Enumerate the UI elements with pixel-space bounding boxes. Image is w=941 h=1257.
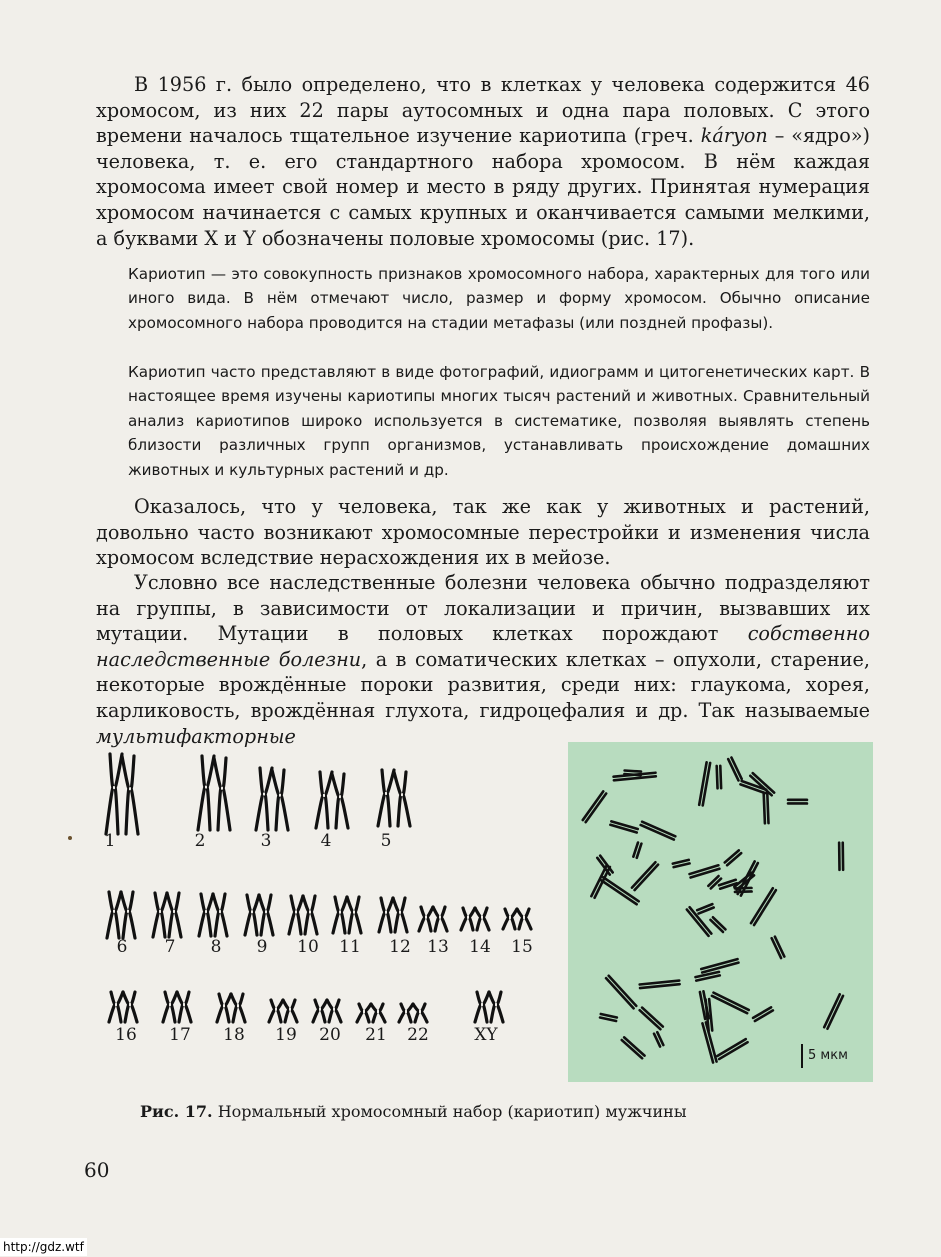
chromosome-label-9: 9: [256, 937, 268, 957]
chromosome: [327, 1000, 341, 1022]
chromosome: [461, 908, 475, 930]
metaphase-chromosome: [701, 959, 738, 972]
metaphase-chromosome: [699, 762, 710, 805]
chromosome: [109, 992, 123, 1022]
metaphase-chromosomes: [568, 742, 873, 1082]
metaphase-chromosome: [725, 850, 741, 865]
chromosome: [107, 892, 121, 938]
chromosome: [379, 898, 393, 932]
caption-number: Рис. 17.: [140, 1102, 213, 1121]
print-speck: [68, 836, 72, 840]
chromosome: [303, 896, 317, 934]
metaphase-chromosome: [717, 766, 721, 789]
chromosome: [378, 770, 394, 826]
paragraph-karyotype-history: [96, 72, 870, 251]
metaphase-chromosome: [788, 800, 807, 804]
scale-bar-label: 5 мкм: [808, 1048, 848, 1063]
paragraph-rearrangements: Оказалось, что у человека, так же как у животных и растений, довольно часто возникают хромосомные перестройки и изменения числа хромосом вследствие нерасхождения их в мейозе.: [96, 495, 870, 570]
chromosome-label-8: 8: [210, 937, 222, 957]
metaphase-chromosome: [687, 907, 711, 936]
paragraph-hereditary-diseases: [96, 570, 870, 749]
metaphase-chromosome: [622, 1037, 645, 1058]
paragraph-text: , а в соматических клетках – опухоли, старение, некоторые врождённые пороки развития, среди них: глаукома, хорея, карликовость, врождённая глухота, гидроцефалия и др. Так называемые: [96, 647, 870, 722]
chromosome: [393, 898, 407, 932]
chromosome-label-22: 22: [407, 1025, 429, 1045]
chromosome: [213, 894, 227, 936]
metaphase-chromosome: [610, 821, 637, 832]
chromosome: [269, 1000, 283, 1022]
chromosome-label-xy: XY: [474, 1025, 498, 1045]
metaphase-chromosome: [839, 843, 843, 870]
chromosome-label-10: 10: [297, 937, 319, 957]
metaphase-chromosome: [690, 865, 720, 877]
chromosome-label-13: 13: [427, 937, 449, 957]
chromosome: [503, 909, 517, 929]
metaphase-micrograph: [568, 742, 873, 1082]
metaphase-chromosome: [597, 856, 612, 875]
chromosome: [256, 768, 272, 830]
metaphase-chromosome: [695, 972, 719, 981]
chromosome-label-21: 21: [365, 1025, 387, 1045]
chromosome-label-16: 16: [115, 1025, 137, 1045]
metaphase-chromosome: [708, 876, 721, 888]
chromosome-label-4: 4: [320, 831, 332, 851]
term-karyon: káryon: [700, 124, 768, 148]
chromosome: [394, 772, 410, 826]
metaphase-chromosome: [633, 843, 641, 858]
metaphase-chromosome: [632, 862, 658, 890]
watermark-link[interactable]: http://gdz.wtf: [0, 1238, 87, 1256]
page-number: 60: [84, 1158, 110, 1182]
chromosome: [283, 1000, 297, 1022]
chromosome-label-20: 20: [319, 1025, 341, 1045]
chromosome-label-1: 1: [104, 831, 116, 851]
chromosome-label-18: 18: [223, 1025, 245, 1045]
metaphase-chromosome: [624, 771, 641, 776]
metaphase-chromosome: [583, 791, 606, 822]
chromosome: [123, 992, 137, 1022]
chromosome: [433, 907, 447, 931]
chromosome-label-12: 12: [389, 937, 411, 957]
chromosome: [177, 992, 191, 1022]
chromosome: [289, 896, 303, 934]
chromosome: [333, 897, 347, 933]
chromosome: [122, 756, 138, 834]
chromosome: [245, 895, 259, 935]
metaphase-chromosome: [673, 860, 690, 867]
chromosome: [259, 895, 273, 935]
chromosome: [272, 770, 288, 830]
metaphase-chromosome: [824, 994, 843, 1028]
chromosome: [198, 756, 214, 830]
chromosome: [357, 1004, 371, 1022]
chromosome: [517, 909, 531, 929]
chromosome: [231, 994, 245, 1022]
metaphase-chromosome: [717, 1039, 747, 1059]
term-hereditary-diseases: собственно наследственные болезни: [96, 622, 870, 671]
chromosome: [167, 893, 181, 937]
chromosome-label-5: 5: [380, 831, 392, 851]
chromosome: [316, 772, 332, 828]
paragraph-text: Условно все наследственные болезни человека обычно подразделяют на группы, в зависимости от локализации и причин, вызвавших их мутации. Мутации в половых клетках порождают: [96, 571, 870, 646]
chromosome: [199, 894, 213, 936]
metaphase-chromosome: [601, 877, 638, 904]
chromosome-label-14: 14: [469, 937, 491, 957]
definition-karyotype: Кариотип — это совокупность признаков хромосомного набора, характерных для того или иного вида. В нём отмечают число, размер и форму хромосом. Обычно описание хромосомного набора проводится на стадии метафазы (или поздней профазы).: [128, 265, 870, 332]
metaphase-chromosome: [753, 1007, 773, 1021]
chromosome-label-11: 11: [339, 937, 361, 957]
metaphase-chromosome: [728, 758, 742, 781]
chromosome: [489, 992, 503, 1022]
chromosome: [413, 1004, 427, 1022]
chromosome: [399, 1004, 413, 1022]
metaphase-chromosome: [712, 993, 749, 1014]
metaphase-chromosome: [600, 1014, 617, 1021]
metaphase-chromosome: [751, 888, 776, 925]
chromosome: [347, 897, 361, 933]
chromosome-label-17: 17: [169, 1025, 191, 1045]
chromosome: [153, 893, 167, 937]
metaphase-chromosome: [710, 917, 725, 932]
metaphase-chromosome: [654, 1032, 663, 1046]
metaphase-chromosome: [697, 904, 714, 913]
definition-karyotype-analysis: Кариотип часто представляют в виде фотографий, идиограмм и цитогенетических карт. В настоящее время изучены кариотипы многих тысяч растений и животных. Сравнительный анализ кариотипов широко используется в систематике, позволяя выявлять степень близости различных групп организмов, устанавливать происхождение домашних животных и культурных растений и др.: [128, 363, 870, 479]
metaphase-chromosome: [772, 937, 785, 958]
chromosome: [214, 758, 230, 830]
metaphase-chromosome: [640, 981, 680, 989]
chromosome: [163, 992, 177, 1022]
figure-karyotype: [96, 742, 876, 1087]
paragraph-text: – «ядро») человека, т. е. его стандартного набора хромосом. В нём каждая хромосома имеет свой номер и место в ряду других. Принятая нумерация хромосом начинается с самых крупных и оканчивается самыми мелкими, а буквами X и Y обозначены половые хромосомы (рис. 17).: [96, 124, 870, 250]
metaphase-chromosome: [606, 976, 636, 1009]
chromosome: [475, 908, 489, 930]
chromosome-label-19: 19: [275, 1025, 297, 1045]
chromosome-label-6: 6: [116, 937, 128, 957]
chromosome: [313, 1000, 327, 1022]
chromosome: [121, 892, 135, 938]
chromosome-label-2: 2: [194, 831, 206, 851]
metaphase-chromosome: [640, 1008, 663, 1030]
figure-caption: [140, 1102, 687, 1122]
chromosome: [332, 774, 348, 828]
caption-text: Нормальный хромосомный набор (кариотип) мужчины: [212, 1102, 687, 1121]
metaphase-chromosome: [641, 822, 676, 840]
chromosome: [475, 992, 489, 1022]
chromosome: [217, 994, 231, 1022]
chromosome-label-3: 3: [260, 831, 272, 851]
metaphase-chromosome: [764, 792, 769, 823]
paragraph-text: В 1956 г. было определено, что в клетках у человека содержится 46 хромосом, из них 22 пары аутосомных и одна пара половых. С этого времени началось тщательное изучение кариотипа (греч.: [96, 73, 870, 148]
chromosome: [371, 1004, 385, 1022]
chromosome: [419, 907, 433, 931]
term-multifactorial: мультифакторные: [96, 724, 296, 748]
chromosome-label-7: 7: [164, 937, 176, 957]
chromosome-label-15: 15: [511, 937, 533, 957]
chromosome: [106, 754, 122, 834]
